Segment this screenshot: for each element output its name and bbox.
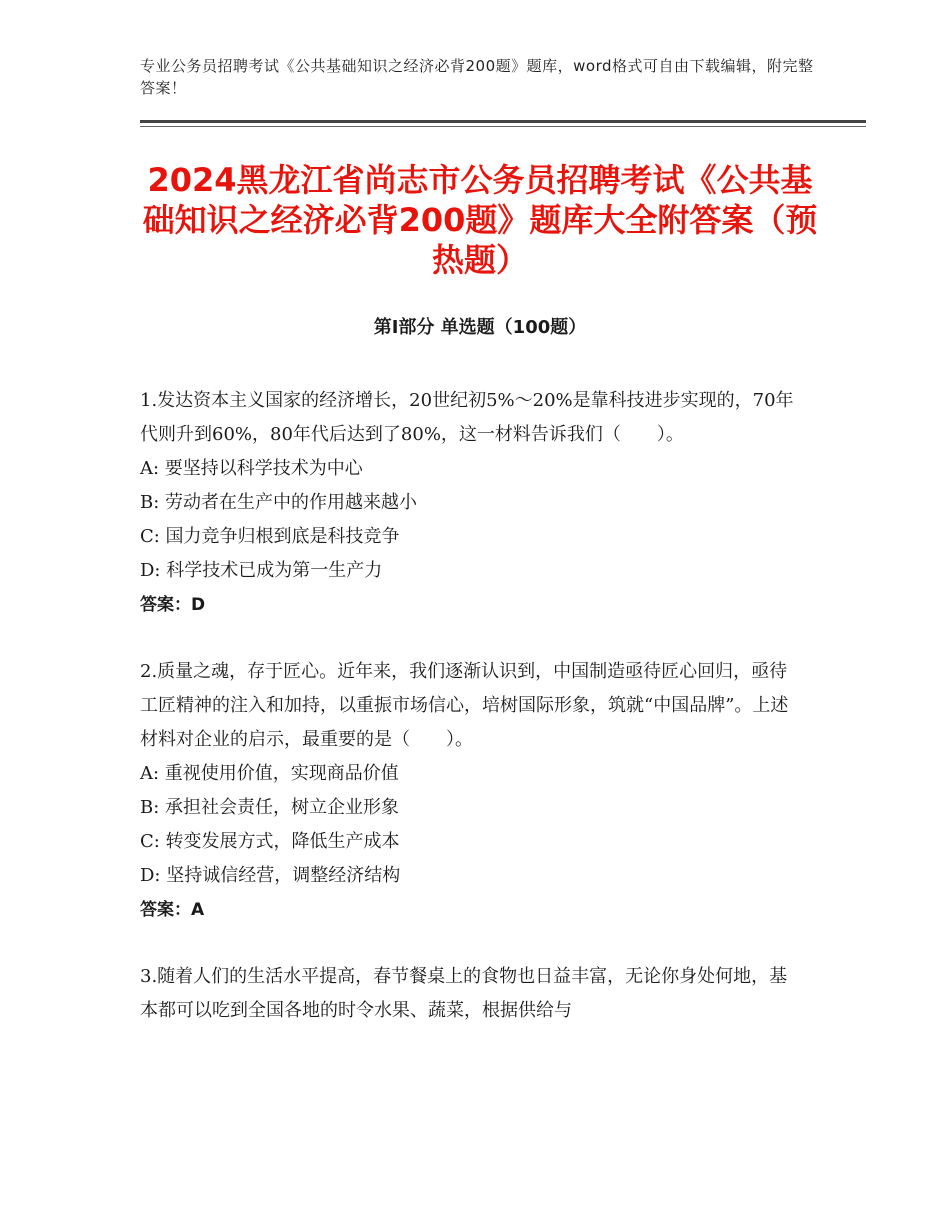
question-stem: 2.质量之魂，存于匠心。近年来，我们逐渐认识到，中国制造亟待匠心回归，亟待工匠精神的注入和加持，以重振市场信心，培树国际形象，筑就“中国品牌”。上述材料对企业的启示，最重要的是（ ）。	[140, 661, 789, 750]
document-title: 2024黑龙江省尚志市公务员招聘考试《公共基础知识之经济必背200题》题库大全附答案（预热题）	[142, 161, 818, 279]
option-c: C: 国力竞争归根到底是科技竞争	[140, 526, 400, 547]
option-a: A: 要坚持以科学技术为中心	[140, 458, 363, 479]
question-list	[140, 384, 800, 1061]
question-stem: 3.随着人们的生活水平提高，春节餐桌上的食物也日益丰富，无论你身处何地，基本都可以吃到全国各地的时令水果、蔬菜，根据供给与	[140, 966, 788, 1021]
question-1	[140, 384, 800, 622]
option-d: D: 坚持诚信经营，调整经济结构	[140, 865, 401, 886]
option-b: B: 劳动者在生产中的作用越来越小	[140, 492, 418, 513]
option-a: A: 重视使用价值，实现商品价值	[140, 763, 399, 784]
answer-label: 答案：D	[140, 595, 206, 615]
header-note: 专业公务员招聘考试《公共基础知识之经济必背200题》题库，word格式可自由下载编辑，附完整答案！	[140, 57, 814, 97]
option-b: B: 承担社会责任，树立企业形象	[140, 797, 400, 818]
answer-label: 答案：A	[140, 900, 205, 920]
option-c: C: 转变发展方式，降低生产成本	[140, 831, 400, 852]
question-stem: 1.发达资本主义国家的经济增长，20世纪初5%～20%是靠科技进步实现的，70年代则升到60%，80年代后达到了80%，这一材料告诉我们（ ）。	[140, 390, 794, 445]
question-2	[140, 655, 800, 927]
option-d: D: 科学技术已成为第一生产力	[140, 560, 383, 581]
question-3	[140, 960, 800, 1028]
header-rule-thin	[140, 126, 866, 127]
header-rule-thick	[140, 120, 866, 123]
section-title: 第Ⅰ部分 单选题（100题）	[373, 317, 587, 338]
